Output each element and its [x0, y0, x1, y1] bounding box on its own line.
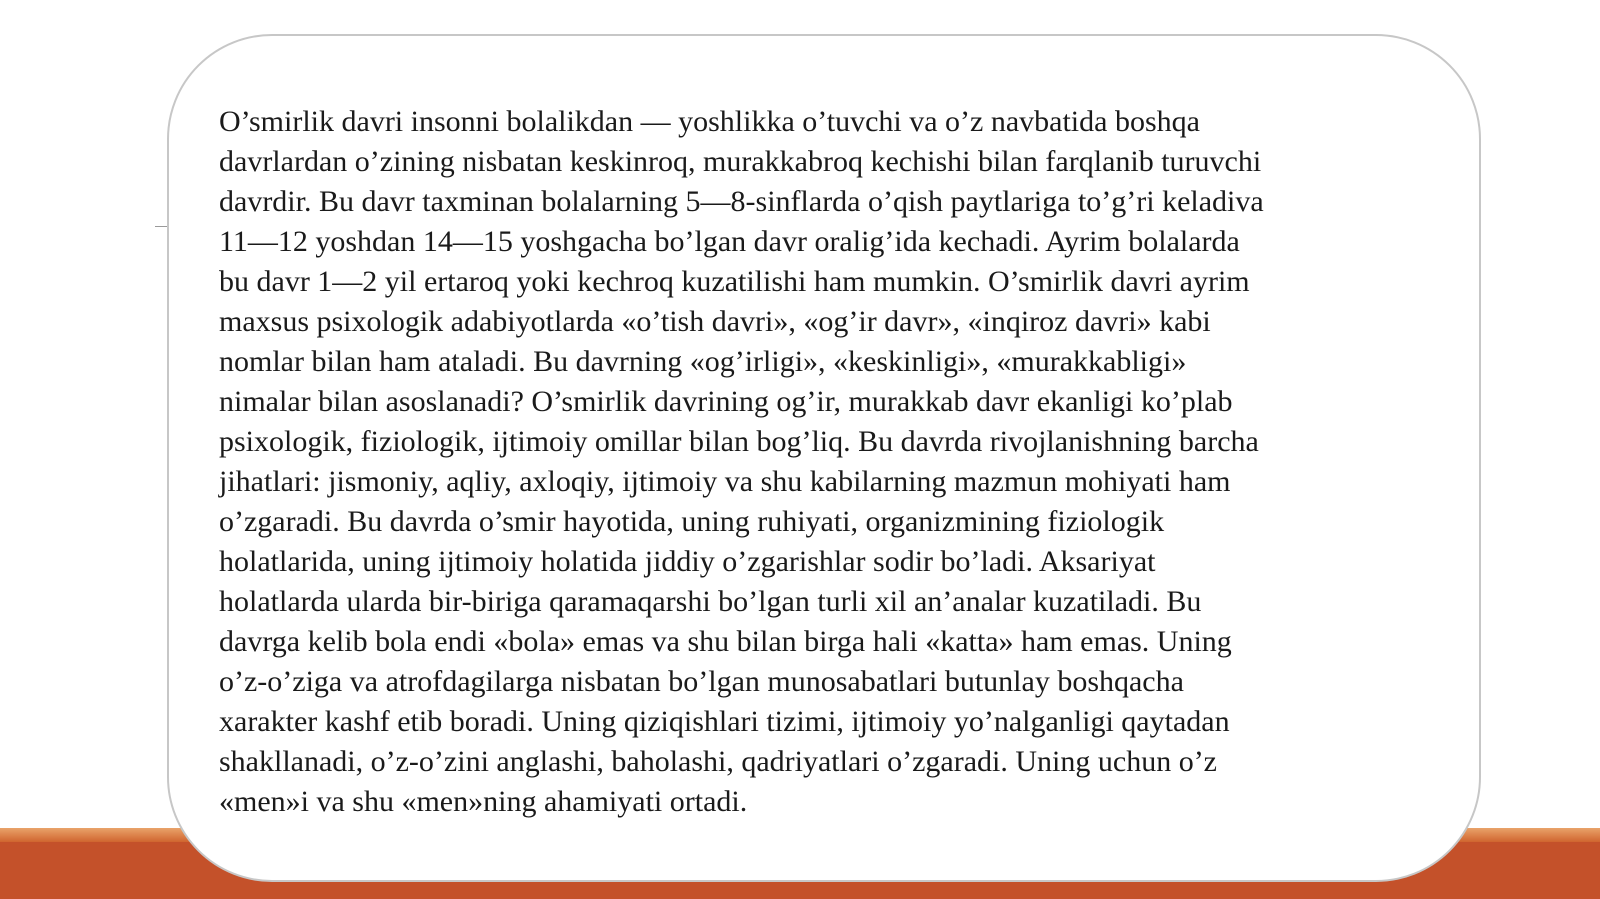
text-line: o’zgaradi. Bu davrda o’smir hayotida, uning ruhiyati, organizmining fiziologik [219, 505, 1165, 538]
text-line: bu davr 1—2 yil ertaroq yoki kechroq kuzatilishi ham mumkin. O’smirlik davri ayrim [219, 265, 1250, 298]
text-line: davrlardan o’zining nisbatan keskinroq, murakkabroq kechishi bilan farqlanib turuvchi [219, 145, 1262, 178]
text-line: davrga kelib bola endi «bola» emas va shu bilan birga hali «katta» ham emas. Uning [219, 625, 1232, 658]
text-line: nimalar bilan asoslanadi? O’smirlik davrining og’ir, murakkab davr ekanligi ko’plab [219, 385, 1233, 418]
left-tick-mark [155, 226, 167, 227]
text-line: O’smirlik davri insonni bolalikdan — yoshlikka o’tuvchi va o’z navbatida boshqa [219, 105, 1200, 138]
text-line: psixologik, fiziologik, ijtimoiy omillar bilan bog’liq. Bu davrda rivojlanishning barcha [219, 425, 1259, 458]
text-line: shakllanadi, o’z-o’zini anglashi, baholashi, qadriyatlari o’zgaradi. Uning uchun o’z [219, 745, 1217, 778]
text-line: nomlar bilan ham ataladi. Bu davrning «og’irligi», «keskinligi», «murakkabligi» [219, 345, 1187, 378]
text-line: jihatlari: jismoniy, aqliy, axloqiy, ijtimoiy va shu kabilarning mazmun mohiyati ham [219, 465, 1231, 498]
text-line: holatlarda ularda bir-biriga qaramaqarshi bo’lgan turli xil an’analar kuzatiladi. Bu [219, 585, 1202, 618]
text-line: maxsus psixologik adabiyotlarda «o’tish davri», «og’ir davr», «inqiroz davri» kabi [219, 305, 1211, 338]
text-line: «men»i va shu «men»ning ahamiyati ortadi. [219, 785, 748, 818]
text-line: xarakter kashf etib boradi. Uning qiziqishlari tizimi, ijtimoiy yo’nalganligi qaytadan [219, 705, 1230, 738]
text-line: 11—12 yoshdan 14—15 yoshgacha bo’lgan davr oralig’ida kechadi. Ayrim bolalarda [219, 225, 1240, 258]
text-line: davrdir. Bu davr taxminan bolalarning 5—8-sinflarda o’qish paytlariga to’g’ri keladiva [219, 185, 1264, 218]
text-line: holatlarida, uning ijtimoiy holatida jiddiy o’zgarishlar sodir bo’ladi. Aksariyat [219, 545, 1156, 578]
text-line: o’z-o’ziga va atrofdagilarga nisbatan bo’lgan munosabatlari butunlay boshqacha [219, 665, 1184, 698]
slide-body-text [219, 102, 1409, 822]
